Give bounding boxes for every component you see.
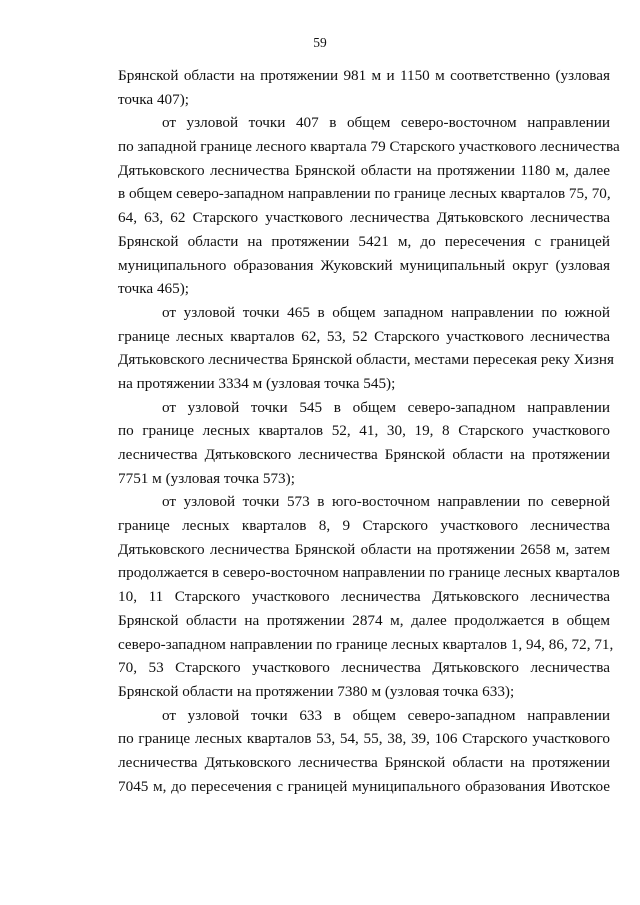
text-line: в общем северо-западном направлении по границе лесных кварталов 75, 70, [118,185,611,203]
text-line: границе лесных кварталов 8, 9 Старского участкового лесничества [118,517,610,535]
text-line: 7045 м, до пересечения с границей муниципального образования Ивотское [118,777,610,795]
text-line: Брянской области на протяжении 5421 м, до пересечения с границей [118,232,610,250]
text-line: на протяжении 3334 м (узловая точка 545); [118,374,396,392]
paragraph-first-line: от узловой точки 465 в общем западном направлении по южной [162,303,610,321]
text-line: точка 407); [118,90,190,108]
text-line: по западной границе лесного квартала 79 Старского участкового лесничества [118,138,620,156]
text-line: лесничества Дятьковского лесничества Брянской области на протяжении [118,446,610,463]
text-line: Брянской области на протяжении 7380 м (узловая точка 633); [118,682,515,700]
text-line: лесничества Дятьковского лесничества Брянской области на протяжении [118,753,610,771]
text-line: Брянской области на протяжении 2874 м, далее продолжается в общем [118,611,610,629]
paragraph-first-line: от узловой точки 545 в общем северо-западном направлении [162,398,610,416]
text-line: по границе лесных кварталов 53, 54, 55, 38, 39, 106 Старского участкового [118,730,610,748]
paragraph-first-line: от узловой точки 633 в общем северо-западном направлении [162,706,610,724]
text-line: 70, 53 Старского участкового лесничества Дятьковского лесничества [118,659,610,677]
text-line: 10, 11 Старского участкового лесничества Дятьковского лесничества [118,588,610,606]
text-line: Дятьковского лесничества Брянской области, местами пересекая реку Хизня [118,351,614,369]
text-line: Брянской области на протяжении 981 м и 1150 м соответственно (узловая [118,67,610,84]
text-line: по границе лесных кварталов 52, 41, 30, 19, 8 Старского участкового [118,422,610,440]
text-line: точка 465); [118,280,190,298]
page-number: 59 [313,35,327,50]
paragraph-first-line: от узловой точки 573 в юго-восточном направлении по северной [162,493,610,511]
text-line: 7751 м (узловая точка 573); [118,469,295,487]
paragraph-first-line: от узловой точки 407 в общем северо-восточном направлении [162,114,610,132]
document-body [118,64,620,798]
text-line: Дятьковского лесничества Брянской области на протяжении 2658 м, затем [118,540,610,558]
text-line: северо-западном направлении по границе лесных кварталов 1, 94, 86, 72, 71, [118,635,614,653]
text-line: границе лесных кварталов 62, 53, 52 Старского участкового лесничества [118,327,610,345]
text-line: муниципального образования Жуковский муниципальный округ (узловая [118,256,610,274]
text-line: продолжается в северо-восточном направлении по границе лесных кварталов [118,564,620,582]
text-line: Дятьковского лесничества Брянской области на протяжении 1180 м, далее [118,161,610,179]
text-line: 64, 63, 62 Старского участкового лесничества Дятьковского лесничества [118,209,610,227]
